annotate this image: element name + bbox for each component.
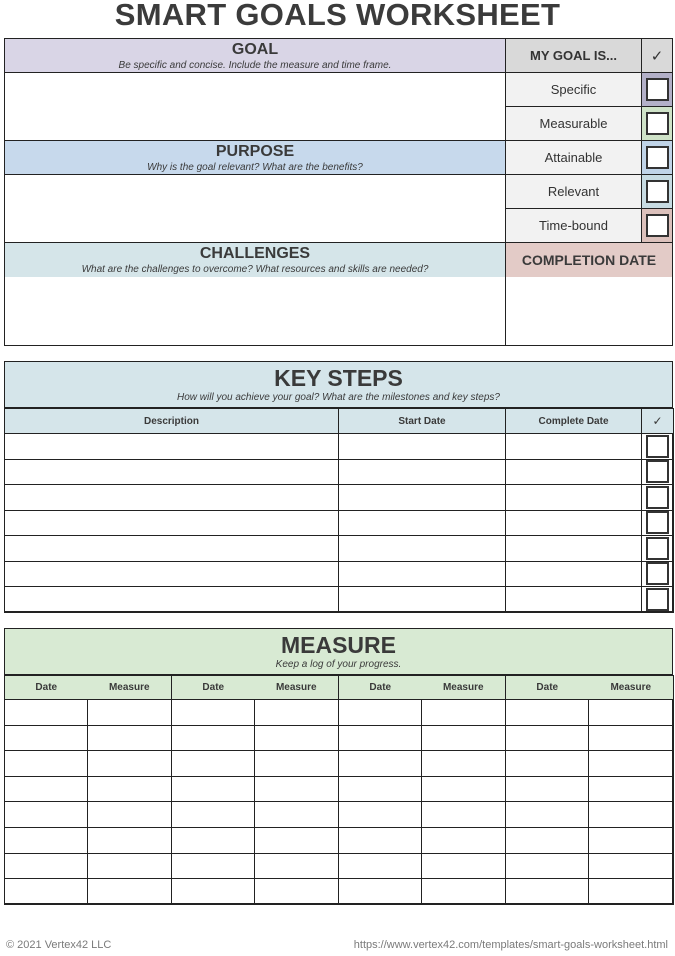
col-measure: Measure bbox=[589, 676, 674, 700]
check-header bbox=[642, 39, 672, 73]
completion-date-heading: COMPLETION DATE bbox=[521, 252, 657, 268]
date-cell[interactable] bbox=[172, 879, 255, 905]
measure-cell[interactable] bbox=[589, 827, 674, 853]
step-check-cell bbox=[642, 434, 674, 460]
date-cell[interactable] bbox=[339, 700, 422, 726]
measurable-checkbox[interactable] bbox=[646, 112, 669, 135]
attainable-checkbox[interactable] bbox=[646, 146, 669, 169]
purpose-input-area[interactable] bbox=[5, 175, 505, 243]
footer-url[interactable]: https://www.vertex42.com/templates/smart-goals-worksheet.html bbox=[353, 939, 668, 951]
key-steps-header bbox=[5, 362, 672, 408]
measure-cell[interactable] bbox=[255, 802, 339, 828]
purpose-header bbox=[5, 141, 505, 175]
start-date-cell[interactable] bbox=[339, 536, 506, 562]
complete-date-cell[interactable] bbox=[506, 561, 642, 587]
complete-date-cell[interactable] bbox=[506, 536, 642, 562]
date-cell[interactable] bbox=[5, 725, 88, 751]
measure-cell[interactable] bbox=[422, 853, 506, 879]
start-date-cell[interactable] bbox=[339, 459, 506, 485]
measure-row bbox=[5, 700, 674, 726]
measure-cell[interactable] bbox=[589, 879, 674, 905]
date-cell[interactable] bbox=[5, 700, 88, 726]
description-cell[interactable] bbox=[5, 485, 339, 511]
measure-cell[interactable] bbox=[422, 802, 506, 828]
date-cell[interactable] bbox=[506, 853, 589, 879]
measure-row bbox=[5, 853, 674, 879]
criteria-relevant bbox=[506, 175, 642, 209]
step-checkbox[interactable] bbox=[646, 588, 669, 611]
measure-cell[interactable] bbox=[88, 827, 172, 853]
step-checkbox[interactable] bbox=[646, 537, 669, 560]
purpose-heading: PURPOSE bbox=[215, 143, 295, 160]
goal-header bbox=[5, 39, 505, 73]
measure-row bbox=[5, 827, 674, 853]
description-cell[interactable] bbox=[5, 587, 339, 613]
date-cell[interactable] bbox=[172, 751, 255, 777]
key-step-row bbox=[5, 485, 674, 511]
my-goal-header bbox=[506, 39, 642, 73]
measure-cell[interactable] bbox=[589, 776, 674, 802]
measure-cell[interactable] bbox=[88, 725, 172, 751]
description-cell[interactable] bbox=[5, 434, 339, 460]
date-cell[interactable] bbox=[506, 879, 589, 905]
date-cell[interactable] bbox=[339, 879, 422, 905]
col-date: Date bbox=[5, 676, 88, 700]
date-cell[interactable] bbox=[339, 827, 422, 853]
key-step-row bbox=[5, 510, 674, 536]
measure-cell[interactable] bbox=[88, 700, 172, 726]
measure-cell[interactable] bbox=[422, 700, 506, 726]
col-date: Date bbox=[506, 676, 589, 700]
measure-cell[interactable] bbox=[255, 700, 339, 726]
measure-cell[interactable] bbox=[88, 802, 172, 828]
start-date-cell[interactable] bbox=[339, 510, 506, 536]
step-checkbox[interactable] bbox=[646, 511, 669, 534]
description-cell[interactable] bbox=[5, 536, 339, 562]
step-check-cell bbox=[642, 485, 674, 511]
criteria-time-bound-cell bbox=[642, 209, 672, 243]
measure-cell[interactable] bbox=[422, 725, 506, 751]
purpose-subheading: Why is the goal relevant? What are the benefits? bbox=[147, 162, 363, 173]
date-cell[interactable] bbox=[339, 751, 422, 777]
date-cell[interactable] bbox=[5, 879, 88, 905]
measure-cell[interactable] bbox=[255, 776, 339, 802]
key-step-row bbox=[5, 561, 674, 587]
my-goal-heading: MY GOAL IS... bbox=[530, 48, 617, 63]
specific-checkbox[interactable] bbox=[646, 78, 669, 101]
col-measure: Measure bbox=[422, 676, 506, 700]
col-date: Date bbox=[172, 676, 255, 700]
description-cell[interactable] bbox=[5, 510, 339, 536]
start-date-cell[interactable] bbox=[339, 485, 506, 511]
relevant-checkbox[interactable] bbox=[646, 180, 669, 203]
col-description: Description bbox=[5, 409, 339, 434]
measure-table bbox=[4, 675, 674, 905]
date-cell[interactable] bbox=[506, 725, 589, 751]
date-cell[interactable] bbox=[5, 827, 88, 853]
key-step-row bbox=[5, 587, 674, 613]
measure-header bbox=[5, 629, 672, 675]
date-cell[interactable] bbox=[172, 853, 255, 879]
date-cell[interactable] bbox=[339, 802, 422, 828]
step-checkbox[interactable] bbox=[646, 562, 669, 585]
date-cell[interactable] bbox=[172, 725, 255, 751]
challenges-header bbox=[5, 243, 505, 277]
goal-input-area[interactable] bbox=[5, 73, 505, 141]
step-check-cell bbox=[642, 587, 674, 613]
measure-row bbox=[5, 802, 674, 828]
date-cell[interactable] bbox=[339, 776, 422, 802]
challenges-subheading: What are the challenges to overcome? What resources and skills are needed? bbox=[81, 264, 429, 275]
step-check-cell bbox=[642, 459, 674, 485]
measure-cell[interactable] bbox=[255, 879, 339, 905]
description-cell[interactable] bbox=[5, 459, 339, 485]
goal-subheading: Be specific and concise. Include the measure and time frame. bbox=[118, 60, 392, 71]
criteria-relevant-cell bbox=[642, 175, 672, 209]
check-icon: ✓ bbox=[650, 47, 664, 65]
step-check-cell bbox=[642, 536, 674, 562]
complete-date-cell[interactable] bbox=[506, 459, 642, 485]
criteria-specific bbox=[506, 73, 642, 107]
date-cell[interactable] bbox=[339, 725, 422, 751]
criteria-attainable-cell bbox=[642, 141, 672, 175]
key-steps-table bbox=[4, 408, 674, 613]
completion-date-header bbox=[506, 243, 672, 277]
key-step-row bbox=[5, 536, 674, 562]
measure-cell[interactable] bbox=[589, 725, 674, 751]
step-checkbox[interactable] bbox=[646, 486, 669, 509]
key-step-row bbox=[5, 459, 674, 485]
criteria-label: Relevant bbox=[547, 184, 600, 199]
date-cell[interactable] bbox=[506, 700, 589, 726]
measure-cell[interactable] bbox=[255, 725, 339, 751]
date-cell[interactable] bbox=[339, 853, 422, 879]
key-steps-section bbox=[4, 361, 673, 612]
completion-date-input[interactable] bbox=[506, 277, 672, 345]
measure-cell[interactable] bbox=[422, 751, 506, 777]
complete-date-cell[interactable] bbox=[506, 587, 642, 613]
complete-date-cell[interactable] bbox=[506, 485, 642, 511]
measure-cell[interactable] bbox=[255, 751, 339, 777]
col-measure: Measure bbox=[88, 676, 172, 700]
page-title: SMART GOALS WORKSHEET bbox=[114, 0, 561, 32]
challenges-input-area[interactable] bbox=[5, 277, 505, 345]
date-cell[interactable] bbox=[172, 827, 255, 853]
start-date-cell[interactable] bbox=[339, 434, 506, 460]
criteria-label: Measurable bbox=[539, 116, 608, 131]
measure-cell[interactable] bbox=[88, 853, 172, 879]
step-checkbox[interactable] bbox=[646, 435, 669, 458]
date-cell[interactable] bbox=[5, 776, 88, 802]
key-steps-subheading: How will you achieve your goal? What are the milestones and key steps? bbox=[177, 392, 500, 403]
date-cell[interactable] bbox=[506, 827, 589, 853]
goal-section bbox=[4, 38, 673, 346]
criteria-attainable bbox=[506, 141, 642, 175]
measure-cell[interactable] bbox=[589, 802, 674, 828]
key-step-row bbox=[5, 434, 674, 460]
criteria-label: Attainable bbox=[544, 150, 603, 165]
date-cell[interactable] bbox=[172, 700, 255, 726]
complete-date-cell[interactable] bbox=[506, 510, 642, 536]
measure-row bbox=[5, 725, 674, 751]
col-date: Date bbox=[339, 676, 422, 700]
copyright: © 2021 Vertex42 LLC bbox=[6, 939, 112, 951]
measure-cell[interactable] bbox=[255, 827, 339, 853]
goal-heading: GOAL bbox=[231, 41, 279, 58]
start-date-cell[interactable] bbox=[339, 587, 506, 613]
step-check-cell bbox=[642, 510, 674, 536]
date-cell[interactable] bbox=[506, 751, 589, 777]
measure-cell[interactable] bbox=[589, 751, 674, 777]
col-complete-date: Complete Date bbox=[506, 409, 642, 434]
measure-heading: MEASURE bbox=[280, 632, 396, 658]
measure-cell[interactable] bbox=[88, 751, 172, 777]
measure-cell[interactable] bbox=[422, 827, 506, 853]
criteria-measurable-cell bbox=[642, 107, 672, 141]
measure-row bbox=[5, 751, 674, 777]
measure-row bbox=[5, 879, 674, 905]
measure-cell[interactable] bbox=[589, 700, 674, 726]
measure-cell[interactable] bbox=[589, 853, 674, 879]
date-cell[interactable] bbox=[172, 802, 255, 828]
criteria-label: Time-bound bbox=[539, 218, 608, 233]
step-check-cell bbox=[642, 561, 674, 587]
col-check-icon: ✓ bbox=[642, 409, 674, 434]
measure-cell[interactable] bbox=[255, 853, 339, 879]
measure-section bbox=[4, 628, 673, 904]
criteria-measurable bbox=[506, 107, 642, 141]
key-steps-heading: KEY STEPS bbox=[274, 365, 403, 391]
measure-row bbox=[5, 776, 674, 802]
col-measure: Measure bbox=[255, 676, 339, 700]
description-cell[interactable] bbox=[5, 561, 339, 587]
measure-cell[interactable] bbox=[88, 776, 172, 802]
measure-subheading: Keep a log of your progress. bbox=[275, 659, 402, 670]
measure-cell[interactable] bbox=[88, 879, 172, 905]
col-start-date: Start Date bbox=[339, 409, 506, 434]
date-cell[interactable] bbox=[506, 802, 589, 828]
criteria-label: Specific bbox=[550, 82, 597, 97]
measure-cell[interactable] bbox=[422, 879, 506, 905]
date-cell[interactable] bbox=[5, 853, 88, 879]
measure-cell[interactable] bbox=[422, 776, 506, 802]
start-date-cell[interactable] bbox=[339, 561, 506, 587]
date-cell[interactable] bbox=[172, 776, 255, 802]
challenges-heading: CHALLENGES bbox=[199, 245, 311, 262]
step-checkbox[interactable] bbox=[646, 460, 669, 483]
date-cell[interactable] bbox=[5, 802, 88, 828]
date-cell[interactable] bbox=[506, 776, 589, 802]
criteria-specific-cell bbox=[642, 73, 672, 107]
complete-date-cell[interactable] bbox=[506, 434, 642, 460]
criteria-time-bound bbox=[506, 209, 642, 243]
time-bound-checkbox[interactable] bbox=[646, 214, 669, 237]
date-cell[interactable] bbox=[5, 751, 88, 777]
